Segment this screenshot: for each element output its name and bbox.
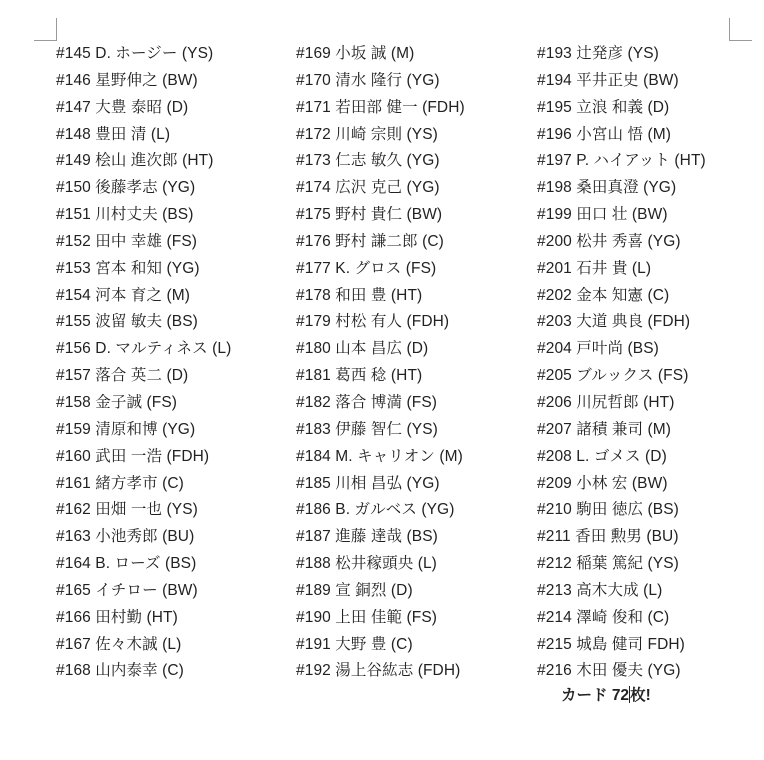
card-entry: #173 仁志 敏久 (YG) [296, 152, 440, 170]
card-entry: #207 諸積 兼司 (M) [537, 420, 672, 438]
card-entry: #196 小宮山 悟 (M) [537, 125, 672, 143]
card-entry: #203 大道 典良 (FDH) [537, 313, 691, 331]
card-entry: #213 高木大成 (L) [537, 581, 663, 599]
card-entry: #159 清原和博 (YG) [56, 420, 196, 438]
card-entry: #202 金本 知憲 (C) [537, 286, 670, 304]
card-entry: #150 後藤孝志 (YG) [56, 179, 196, 197]
card-entry: #215 城島 健司 FDH) [537, 635, 685, 653]
card-column-1 [56, 41, 286, 685]
card-list [56, 41, 746, 681]
card-entry: #212 稲葉 篤紀 (YS) [537, 555, 679, 573]
card-entry: #172 川崎 宗則 (YS) [296, 125, 438, 143]
card-entry: #193 辻発彦 (YS) [537, 45, 659, 62]
card-total-line [561, 683, 651, 709]
card-entry: #161 緒方孝市 (C) [56, 474, 184, 492]
card-entry: #184 M. キャリオン (M) [296, 447, 463, 465]
card-entry: #151 川村丈夫 (BS) [56, 206, 194, 224]
card-entry: #179 村松 有人 (FDH) [296, 313, 450, 331]
card-entry: #191 大野 豊 (C) [296, 635, 413, 653]
card-entry: #147 大豊 泰昭 (D) [56, 98, 189, 116]
card-entry: #160 武田 一浩 (FDH) [56, 447, 210, 465]
card-entry: #188 松井稼頭央 (L) [296, 555, 437, 573]
card-entry: #189 宣 銅烈 (D) [296, 581, 413, 599]
card-entry: #183 伊藤 智仁 (YS) [296, 420, 438, 438]
card-total-count: 72 [611, 687, 630, 704]
card-entry: #180 山本 昌広 (D) [296, 340, 429, 358]
card-entry: #167 佐々木誠 (L) [56, 635, 182, 653]
card-entry: #205 ブルックス (FS) [537, 367, 689, 385]
card-entry: #201 石井 貴 (L) [537, 259, 652, 277]
card-entry: #174 広沢 克己 (YG) [296, 179, 440, 197]
card-entry: #185 川相 昌弘 (YG) [296, 474, 440, 492]
card-entry: #148 豊田 清 (L) [56, 125, 171, 143]
card-entry: #164 B. ローズ (BS) [56, 555, 197, 573]
card-entry: #162 田畑 一也 (YS) [56, 501, 198, 519]
card-entry: #181 葛西 稔 (HT) [296, 367, 423, 385]
card-entry: #195 立浪 和義 (D) [537, 98, 670, 116]
card-entry: #186 B. ガルベス (YG) [296, 501, 455, 519]
card-entry: #165 イチロー (BW) [56, 581, 198, 599]
card-entry: #157 落合 英二 (D) [56, 367, 189, 385]
card-entry: #209 小林 宏 (BW) [537, 474, 668, 492]
card-entry: #204 戸叶尚 (BS) [537, 340, 659, 358]
card-column-3 [537, 41, 764, 685]
card-entry: #175 野村 貴仁 (BW) [296, 206, 443, 224]
card-entry: #197 P. ハイアット (HT) [537, 152, 706, 170]
card-entry: #178 和田 豊 (HT) [296, 286, 423, 304]
card-entry: #158 金子誠 (FS) [56, 393, 178, 411]
card-entry: #146 星野伸之 (BW) [56, 71, 198, 89]
card-entry: #168 山内泰幸 (C) [56, 662, 184, 680]
card-entry: #154 河本 育之 (M) [56, 286, 191, 304]
card-entry: #149 桧山 進次郎 (HT) [56, 152, 214, 170]
card-entry: #208 L. ゴメス (D) [537, 447, 667, 465]
card-entry: #145 D. ホージー (YS) [56, 45, 214, 62]
card-entry: #177 K. グロス (FS) [296, 259, 437, 277]
card-entry: #156 D. マルティネス (L) [56, 340, 232, 358]
card-entry: #206 川尻哲郎 (HT) [537, 393, 675, 411]
card-entry: #200 松井 秀喜 (YG) [537, 232, 681, 250]
card-entry: #171 若田部 健一 (FDH) [296, 98, 465, 116]
card-entry: #187 進藤 達哉 (BS) [296, 528, 438, 546]
card-entry: #198 桑田真澄 (YG) [537, 179, 677, 197]
card-entry: #176 野村 謙二郎 (C) [296, 232, 444, 250]
page-corner-mark-top-left [34, 18, 57, 41]
card-entry: #163 小池秀郎 (BU) [56, 528, 195, 546]
card-entry: #199 田口 壮 (BW) [537, 206, 668, 224]
card-entry: #166 田村勤 (HT) [56, 608, 178, 626]
page-corner-mark-top-right [729, 18, 752, 41]
card-entry: #211 香田 勲男 (BU) [537, 528, 679, 546]
card-entry: #155 波留 敏夫 (BS) [56, 313, 198, 331]
card-entry: #153 宮本 和知 (YG) [56, 259, 200, 277]
card-entry: #210 駒田 徳広 (BS) [537, 501, 679, 519]
card-entry: #214 澤崎 俊和 (C) [537, 608, 670, 626]
card-total-suffix: 枚! [630, 687, 651, 704]
card-entry: #216 木田 優夫 (YG) [537, 662, 681, 680]
card-total-prefix: カード [561, 687, 612, 704]
card-entry: #182 落合 博満 (FS) [296, 393, 438, 411]
card-entry: #152 田中 幸雄 (FS) [56, 232, 198, 250]
card-entry: #190 上田 佳範 (FS) [296, 608, 438, 626]
card-column-2 [296, 41, 526, 685]
card-entry: #192 湯上谷紘志 (FDH) [296, 662, 461, 680]
card-entry: #194 平井正史 (BW) [537, 71, 679, 89]
card-entry: #170 清水 隆行 (YG) [296, 71, 440, 89]
card-entry: #169 小坂 誠 (M) [296, 45, 415, 62]
